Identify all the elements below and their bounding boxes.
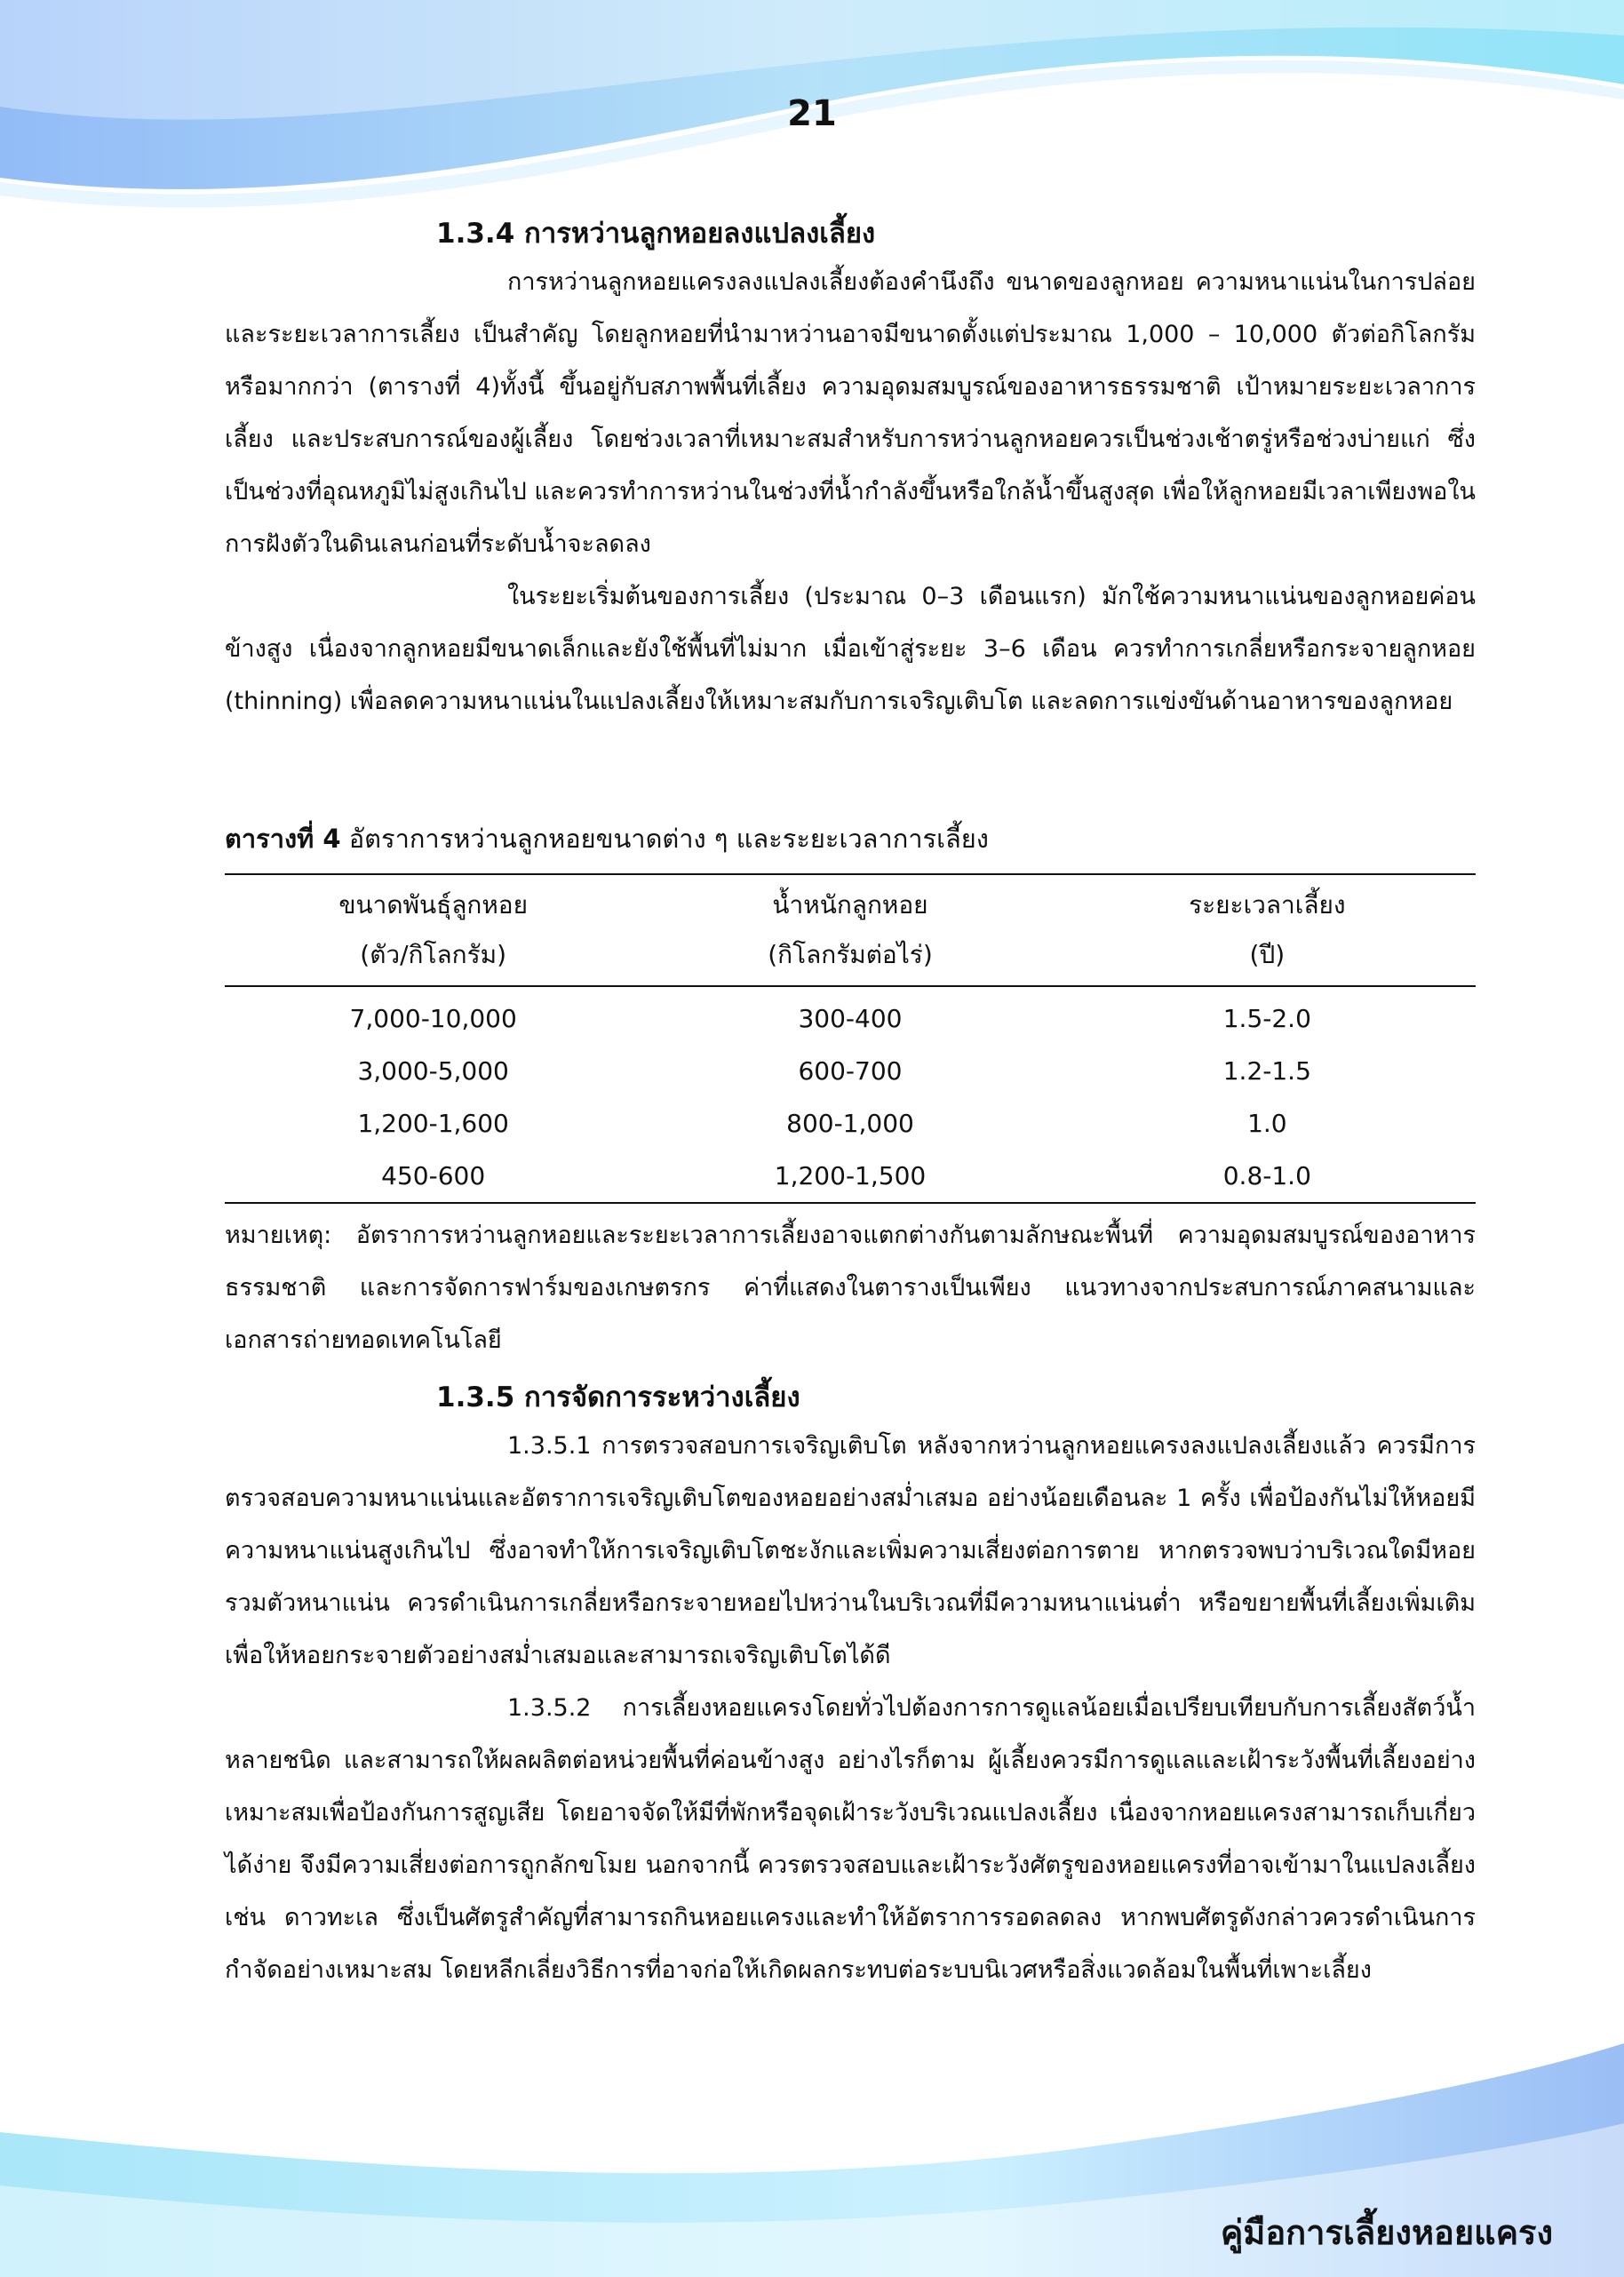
table-cell: 600-700 bbox=[798, 1056, 903, 1086]
table-cell: 1.2-1.5 bbox=[1222, 1056, 1311, 1086]
section-1-3-4-paragraph-1: การหว่านลูกหอยแครงลงแปลงเลี้ยงต้องคำนึงถึง ขนาดของลูกหอย ความหนาแน่นในการปล่อย และระยะเวลาการเลี้ยง เป็นสำคัญ โดยลูกหอยที่นำมาหว่านอาจมีขนาดตั้งแต่ประมาณ 1,000 – 10,000 ตัวต่อกิโลกรัม หรือมากกว่า (ตารางที่ 4)ทั้งนี้ ขึ้นอยู่กับสภาพพื้นที่เลี้ยง ความอุดมสมบูรณ์ของอาหารธรรมชาติ เป้าหมายระยะเวลาการเลี้ยง และประสบการณ์ของผู้เลี้ยง โดยช่วงเวลาที่เหมาะสมสำหรับการหว่านลูกหอยควรเป็นช่วงเช้าตรู่หรือช่วงบ่ายแก่ ซึ่งเป็นช่วงที่อุณหภูมิไม่สูงเกินไป และควรทำการหว่านในช่วงที่น้ำกำลังขึ้นหรือใกล้น้ำขึ้นสูงสุด เพื่อให้ลูกหอยมีเวลาเพียงพอในการฝังตัวในดินเลนก่อนที่ระดับน้ำจะลดลง bbox=[225, 268, 1476, 558]
section-1-3-5-heading: 1.3.5 การจัดการระหว่างเลี้ยง bbox=[436, 1381, 800, 1413]
header-rearing-period: ระยะเวลาเลี้ยง bbox=[1059, 874, 1476, 930]
table-cell: 7,000-10,000 bbox=[349, 1004, 517, 1033]
section-1-3-5-1-paragraph: 1.3.5.1 การตรวจสอบการเจริญเติบโต หลังจากหว่านลูกหอยแครงลงแปลงเลี้ยงแล้ว ควรมีการตรวจสอบความหนาแน่นและอัตราการเจริญเติบโตของหอยอย่างสม่ำเสมอ อย่างน้อยเดือนละ 1 ครั้ง เพื่อป้องกันไม่ให้หอยมีความหนาแน่นสูงเกินไป ซึ่งอาจทำให้การเจริญเติบโตชะงักและเพิ่มความเสี่ยงต่อการตาย หากตรวจพบว่าบริเวณใดมีหอยรวมตัวหนาแน่น ควรดำเนินการเกลี่ยหรือกระจายหอยไปหว่านในบริเวณที่มีความหนาแน่นต่ำ หรือขยายพื้นที่เลี้ยงเพิ่มเติม เพื่อให้หอยกระจายตัวอย่างสม่ำเสมอและสามารถเจริญเติบโตได้ดี bbox=[225, 1432, 1476, 1669]
table-4-caption-label: ตารางที่ 4 bbox=[225, 824, 341, 854]
section-1-3-4-paragraph-2: ในระยะเริ่มต้นของการเลี้ยง (ประมาณ 0–3 เดือนแรก) มักใช้ความหนาแน่นของลูกหอยค่อนข้างสูง เนื่องจากลูกหอยมีขนาดเล็กและยังใช้พื้นที่ไม่มาก เมื่อเข้าสู่ระยะ 3–6 เดือน ควรทำการเกลี่ยหรือกระจายลูกหอย (thinning) เพื่อลดความหนาแน่นในแปลงเลี้ยงให้เหมาะสมกับการเจริญเติบโต และลดการแข่งขันด้านอาหารของลูกหอย bbox=[225, 583, 1476, 715]
table-4-note: หมายเหตุ: อัตราการหว่านลูกหอยและระยะเวลาการเลี้ยงอาจแตกต่างกันตามลักษณะพื้นที่ ความอุดมสมบูรณ์ของอาหารธรรมชาติ และการจัดการฟาร์มของเกษตรกร ค่าที่แสดงในตารางเป็นเพียง แนวทางจากประสบการณ์ภาคสนามและเอกสารถ่ายทอดเทคโนโลยี bbox=[225, 1222, 1476, 1354]
section-1-3-4-heading: 1.3.4 การหว่านลูกหอยลงแปลงเลี้ยง bbox=[436, 218, 876, 250]
table-cell: 800-1,000 bbox=[786, 1109, 914, 1138]
table-header-row-1 bbox=[225, 874, 1476, 930]
table-header-row-2 bbox=[225, 930, 1476, 986]
table-row bbox=[225, 1097, 1476, 1150]
page-number: 21 bbox=[787, 93, 837, 134]
table-4-caption bbox=[225, 816, 1476, 861]
table-cell: 1,200-1,500 bbox=[641, 1150, 1058, 1203]
table-cell: 1.0 bbox=[1247, 1109, 1287, 1138]
header-rearing-period-unit: (ปี) bbox=[1059, 930, 1476, 986]
table-cell: 1.5-2.0 bbox=[1222, 1004, 1311, 1033]
header-seed-weight-unit: (กิโลกรัมต่อไร่) bbox=[641, 930, 1058, 986]
page-content bbox=[225, 211, 1476, 1996]
table-cell: 300-400 bbox=[798, 1004, 903, 1033]
header-seed-weight: น้ำหนักลูกหอย bbox=[641, 874, 1058, 930]
table-row bbox=[225, 1150, 1476, 1203]
table-cell: 0.8-1.0 bbox=[1059, 1150, 1476, 1203]
table-cell: 450-600 bbox=[225, 1150, 641, 1203]
header-seed-size-unit: (ตัว/กิโลกรัม) bbox=[225, 930, 641, 986]
table-4 bbox=[225, 873, 1476, 1204]
table-cell: 3,000-5,000 bbox=[357, 1056, 509, 1086]
table-row bbox=[225, 986, 1476, 1045]
table-cell: 1,200-1,600 bbox=[357, 1109, 509, 1138]
header-seed-size: ขนาดพันธุ์ลูกหอย bbox=[225, 874, 641, 930]
footer-book-title: คู่มือการเลี้ยงหอยแครง bbox=[1220, 2213, 1553, 2252]
table-4-caption-text: อัตราการหว่านลูกหอยขนาดต่าง ๆ และระยะเวลาการเลี้ยง bbox=[340, 824, 989, 854]
table-row bbox=[225, 1045, 1476, 1097]
section-1-3-5-2-paragraph: 1.3.5.2 การเลี้ยงหอยแครงโดยทั่วไปต้องการการดูแลน้อยเมื่อเปรียบเทียบกับการเลี้ยงสัตว์น้ำหลายชนิด และสามารถให้ผลผลิตต่อหน่วยพื้นที่ค่อนข้างสูง อย่างไรก็ตาม ผู้เลี้ยงควรมีการดูแลและเฝ้าระวังพื้นที่เลี้ยงอย่างเหมาะสมเพื่อป้องกันการสูญเสีย โดยอาจจัดให้มีที่พักหรือจุดเฝ้าระวังบริเวณแปลงเลี้ยง เนื่องจากหอยแครงสามารถเก็บเกี่ยวได้ง่าย จึงมีความเสี่ยงต่อการถูกลักขโมย นอกจากนี้ ควรตรวจสอบและเฝ้าระวังศัตรูของหอยแครงที่อาจเข้ามาในแปลงเลี้ยง เช่น ดาวทะเล ซึ่งเป็นศัตรูสำคัญที่สามารถกินหอยแครงและทำให้อัตราการรอดลดลง หากพบศัตรูดังกล่าวควรดำเนินการกำจัดอย่างเหมาะสม โดยหลีกเลี่ยงวิธีการที่อาจก่อให้เกิดผลกระทบต่อระบบนิเวศหรือสิ่งแวดล้อมในพื้นที่เพาะเลี้ยง bbox=[225, 1694, 1476, 1984]
